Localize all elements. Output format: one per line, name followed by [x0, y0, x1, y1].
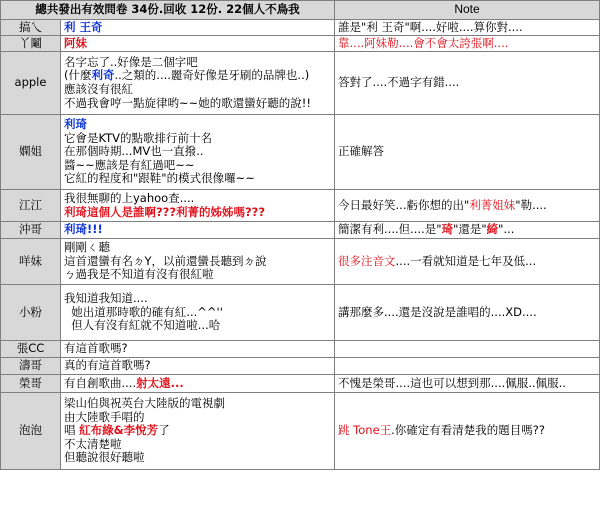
text-segment: 真的有這首歌嗎?: [64, 358, 151, 373]
text-line: [338, 306, 596, 320]
text-line: [64, 21, 331, 35]
text-line: [64, 83, 331, 97]
answer-cell: [61, 341, 335, 358]
text-segment: 名字忘了..好像是二個字吧: [64, 54, 198, 69]
highlighted-text: 阿妹: [64, 35, 87, 50]
text-segment: 講那麼多....還是沒說是誰唱的....XD....: [338, 304, 537, 319]
respondent-name: 嫻姐: [1, 115, 61, 190]
table-row: [1, 222, 600, 239]
text-line: [338, 223, 596, 237]
answer-cell: [61, 20, 335, 36]
text-line: [338, 359, 596, 373]
text-segment: 了: [158, 423, 170, 438]
highlighted-text: 很多注音文: [338, 253, 396, 268]
text-line: [64, 424, 331, 438]
respondent-name: 丫鬮: [1, 36, 61, 52]
text-segment: 由大陸歌手唱的: [64, 409, 145, 424]
text-line: [64, 37, 331, 51]
table-row: [1, 375, 600, 393]
answer-cell: [61, 239, 335, 285]
highlighted-text: 利菁姐妹: [469, 197, 516, 212]
text-line: [64, 97, 331, 111]
note-cell: [335, 190, 600, 222]
text-line: [338, 424, 596, 438]
text-line: [64, 241, 331, 255]
text-line: [64, 206, 331, 220]
text-segment: 有自創歌曲....: [64, 375, 137, 390]
text-line: [338, 76, 596, 90]
note-cell: [335, 285, 600, 341]
answer-cell: [61, 393, 335, 470]
text-segment: 在那個時期...MV也一直撥..: [64, 144, 204, 159]
text-segment: 今日最好笑...虧你想的出": [338, 197, 470, 212]
text-segment: 正確解答: [338, 144, 385, 159]
highlighted-text: 利奇: [91, 68, 115, 83]
answer-cell: [61, 358, 335, 375]
highlighted-text: 跳 Tone王: [338, 423, 392, 438]
note-cell: [335, 52, 600, 115]
text-segment: 這首還蠻有名ㄉY，以前還蠻長聽到ㄉ說: [64, 253, 267, 268]
respondent-name: 張CC: [1, 341, 61, 358]
text-line: [64, 377, 331, 391]
text-line: [64, 192, 331, 206]
text-segment: "還是": [453, 222, 487, 237]
text-segment: 它紅的程度和"跟鞋"的模式很像囉~~: [64, 171, 255, 186]
table-row: [1, 393, 600, 470]
text-segment: ㄅ過我是不知道有沒有很紅啦: [64, 267, 214, 282]
highlighted-text: 射太遠...: [136, 375, 184, 390]
table-row: [1, 20, 600, 36]
text-line: [64, 172, 331, 186]
respondent-name: 沖哥: [1, 222, 61, 239]
text-segment: 有這首歌嗎?: [64, 341, 128, 356]
answer-cell: [61, 52, 335, 115]
highlighted-text: 琦: [441, 222, 454, 237]
respondent-name: 咩妹: [1, 239, 61, 285]
text-line: [64, 132, 331, 146]
text-segment: 不過我會哼一點旋律哟~~她的歌還蠻好聽的說!!: [64, 95, 311, 110]
text-segment: "勒....: [515, 197, 547, 212]
text-line: [338, 37, 596, 51]
highlighted-text: 紅布綠&李悅芳: [79, 423, 159, 438]
highlighted-text: 靠....阿妹勒....會不會太誇張啊....: [338, 35, 509, 50]
text-segment: ..之類的....麗奇好像是牙刷的品牌也..): [114, 68, 310, 83]
text-segment: (什麼: [64, 68, 92, 83]
answer-cell: [61, 375, 335, 393]
table-row: [1, 285, 600, 341]
table-row: [1, 115, 600, 190]
highlighted-text: 利琦!!!: [64, 222, 103, 237]
text-segment: 不愧是榮哥....這也可以想到那....佩服..佩服..: [338, 375, 566, 390]
note-cell: [335, 358, 600, 375]
answer-cell: [61, 115, 335, 190]
highlighted-text: 利 王奇: [64, 19, 103, 34]
text-line: [338, 145, 596, 159]
text-line: [64, 397, 331, 411]
text-line: [64, 438, 331, 452]
highlighted-text: 綺: [486, 222, 499, 237]
text-segment: 剛剛ㄑ聽: [64, 240, 110, 255]
note-cell: [335, 375, 600, 393]
text-segment: 誰是"利 王奇"啊....好啦....算你對....: [338, 19, 523, 34]
respondent-name: 泡泡: [1, 393, 61, 470]
table-row: [1, 341, 600, 358]
text-line: [64, 255, 331, 269]
answer-cell: [61, 36, 335, 52]
text-segment: 我很無聊的上yahoo查....: [64, 190, 195, 205]
text-line: [64, 223, 331, 237]
note-cell: [335, 341, 600, 358]
text-line: [64, 159, 331, 173]
note-cell: [335, 20, 600, 36]
highlighted-text: 利琦: [64, 117, 87, 132]
survey-title: 總共發出有效問卷 34份.回收 12份. 22個人不鳥我: [1, 1, 335, 20]
text-line: [338, 255, 596, 269]
respondent-name: apple: [1, 52, 61, 115]
respondent-name: 濤哥: [1, 358, 61, 375]
text-segment: 但聽說很好聽啦: [64, 450, 145, 465]
text-segment: 她出道那時歌的確有紅...^^'': [64, 304, 223, 319]
table-row: [1, 36, 600, 52]
respondent-name: 搞乀: [1, 20, 61, 36]
text-line: [64, 342, 331, 356]
text-line: [64, 69, 331, 83]
answer-cell: [61, 190, 335, 222]
text-segment: "...: [498, 222, 515, 237]
text-line: [64, 118, 331, 132]
text-line: [64, 319, 331, 333]
answer-cell: [61, 285, 335, 341]
note-column-header: Note: [335, 1, 600, 20]
text-line: [338, 377, 596, 391]
table-row: [1, 190, 600, 222]
text-line: [64, 359, 331, 373]
text-segment: 醬~~應該是有紅過吧~~: [64, 157, 195, 172]
text-line: [64, 268, 331, 282]
note-cell: [335, 239, 600, 285]
text-line: [338, 199, 596, 213]
answer-cell: [61, 222, 335, 239]
respondent-name: 江江: [1, 190, 61, 222]
text-line: [338, 21, 596, 35]
text-line: [64, 56, 331, 70]
text-segment: .你確定有看清楚我的題目嗎??: [391, 423, 546, 438]
text-segment: 應該沒有很紅: [64, 82, 133, 96]
note-cell: [335, 115, 600, 190]
text-segment: 但人有沒有紅就不知道啦...哈: [64, 318, 221, 333]
note-cell: [335, 222, 600, 239]
note-cell: [335, 393, 600, 470]
text-segment: ....一看就知道是七年及低...: [395, 253, 537, 268]
highlighted-text: 利琦這個人是誰啊???利菁的姊姊嗎???: [64, 204, 266, 219]
text-line: [64, 292, 331, 306]
text-line: [338, 342, 596, 356]
text-segment: 唱: [64, 423, 80, 438]
text-line: [64, 451, 331, 465]
respondent-name: 榮哥: [1, 375, 61, 393]
respondent-name: 小粉: [1, 285, 61, 341]
text-line: [64, 145, 331, 159]
text-segment: 梁山伯與祝英台大陸版的電視劇: [64, 396, 225, 411]
table-row: [1, 52, 600, 115]
text-segment: 簡潔有利....但....是": [338, 222, 442, 237]
text-segment: 不太清楚啦: [64, 436, 122, 451]
text-line: [64, 411, 331, 425]
table-row: [1, 239, 600, 285]
note-cell: [335, 36, 600, 52]
header-row: [1, 1, 600, 20]
table-row: [1, 358, 600, 375]
text-segment: 我知道我知道....: [64, 291, 148, 306]
text-segment: 答對了....不過字有錯....: [338, 75, 460, 90]
text-line: [64, 306, 331, 320]
text-segment: 它會是KTV的點歌排行前十名: [64, 130, 213, 145]
